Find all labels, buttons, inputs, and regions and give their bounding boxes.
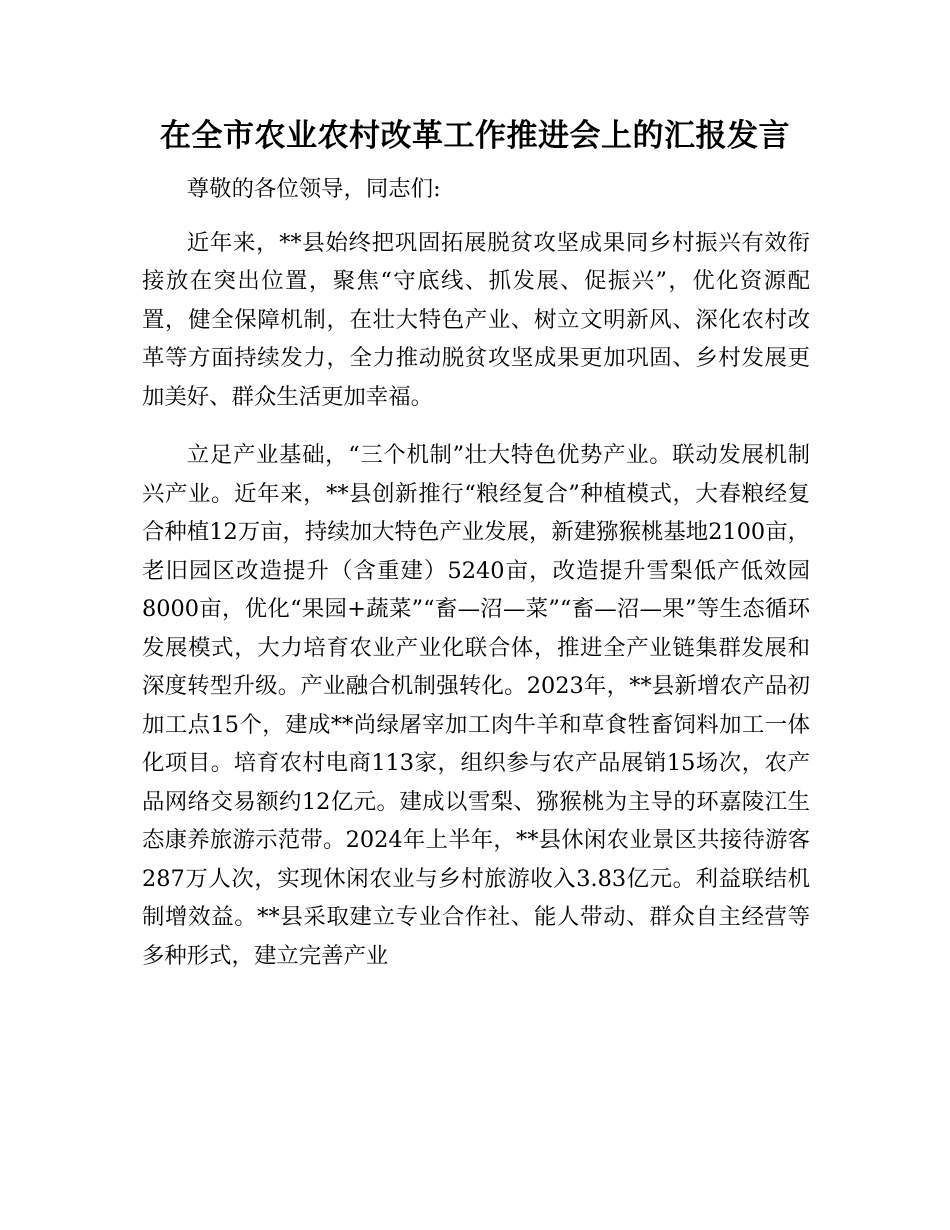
paragraph-industry: 立足产业基础，“三个机制”壮大特色优势产业。联动发展机制兴产业。近年来，**县创新推行“粮经复合”种植模式，大春粮经复合种植12万亩，持续加大特色产业发展，新建猕猴桃基地2100亩，老旧园区改造提升（含重建）5240亩，改造提升雪梨低产低效园8000亩，优化“果园+蔬菜”“畜—沼—菜”“畜—沼—果”等生态循环发展模式，大力培育农业产业化联合体，推进全产业链集群发展和深度转型升级。产业融合机制强转化。2023年，**县新增农产品初加工点15个，建成**尚绿屠宰加工肉牛羊和草食牲畜饲料加工一体化项目。培育农村电商113家，组织参与农产品展销15场次，农产品网络交易额约12亿元。建成以雪梨、猕猴桃为主导的环嘉陵江生态康养旅游示范带。2024年上半年，**县休闲农业景区共接待游客287万人次，实现休闲农业与乡村旅游收入3.83亿元。利益联结机制增效益。**县采取建立专业合作社、能人带动、群众自主经营等多种形式，建立完善产业 xyxy=(142,442,810,969)
document-title: 在全市农业农村改革工作推进会上的汇报发言 xyxy=(160,118,790,154)
paragraph-intro: 近年来，**县始终把巩固拓展脱贫攻坚成果同乡村振兴有效衔接放在突出位置，聚焦“守底线、抓发展、促振兴”，优化资源配置，健全保障机制，在壮大特色产业、树立文明新风、深化农村改革等方面持续发力，全力推动脱贫攻坚成果更加巩固、乡村发展更加美好、群众生活更加幸福。 xyxy=(142,229,810,410)
salutation: 尊敬的各位领导，同志们: xyxy=(186,176,441,202)
document-body xyxy=(142,170,810,975)
